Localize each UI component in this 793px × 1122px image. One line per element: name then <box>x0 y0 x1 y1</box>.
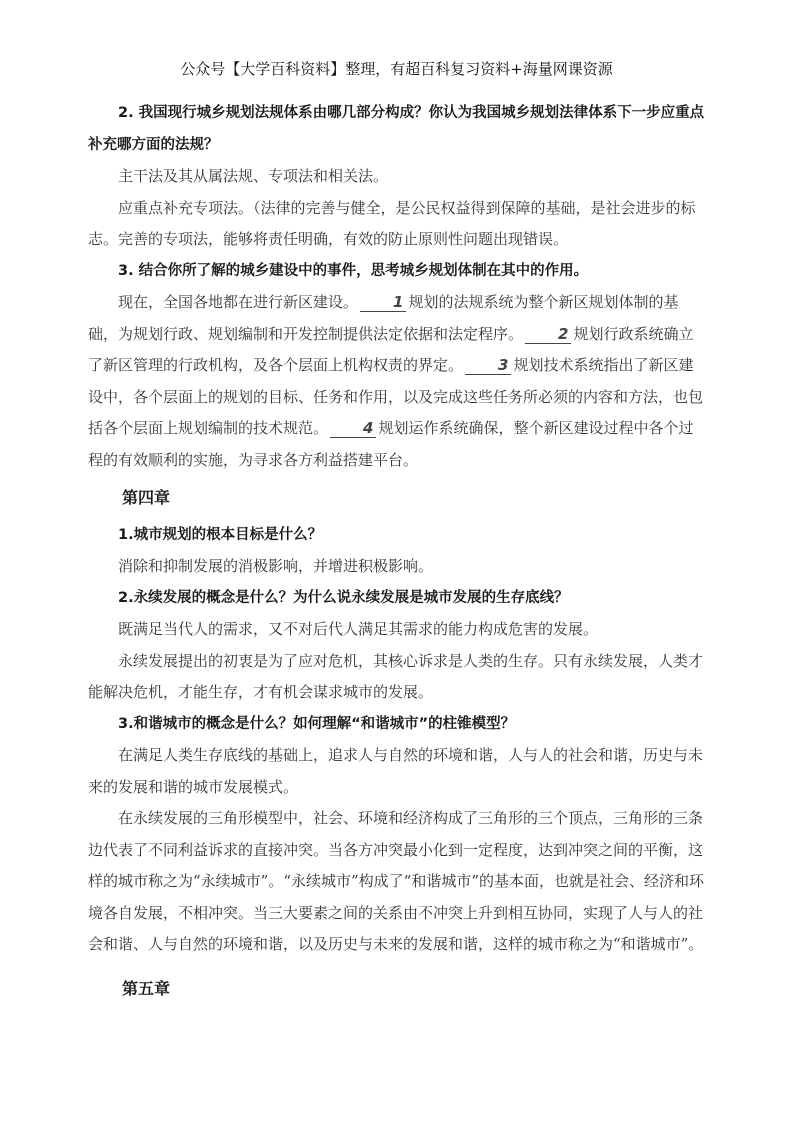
answer-3-point-1: 规划的法规系统为整个新区规划体制的基础，为规划行政、规划编制和开发控制提供法定依据和法定程序。 <box>88 293 679 343</box>
chapter-4-question-2: 2.永续发展的概念是什么？为什么说永续发展是城市发展的生存底线？ <box>118 589 569 606</box>
chapter-4-answer-2-part-2: 永续发展提出的初衷是为了应对危机，其核心诉求是人类的生存。只有永续发展，人类才能解决危机，才能生存，才有机会谋求城市的发展。 <box>88 651 704 701</box>
list-number-4: 4 <box>330 419 376 438</box>
list-number-3: 3 <box>465 356 511 375</box>
answer-3-point-2: 规划行政系统确立了新区管理的行政机构，及各个层面上机构权责的界定。 <box>88 324 694 374</box>
page-header: 公众号【大学百科资料】整理，有超百科复习资料+海量网课资源 <box>180 60 613 78</box>
question-2: 2. 我国现行城乡规划法规体系由哪几部分构成？你认为我国城乡规划法律体系下一步应重点补充哪方面的法规？ <box>88 105 705 153</box>
chapter-4-answer-2-part-1: 既满足当代人的需求，又不对后代人满足其需求的能力构成危害的发展。 <box>118 620 599 638</box>
list-number-2: 2 <box>525 325 571 344</box>
answer-2-part-1: 主干法及其从属法规、专项法和相关法。 <box>118 167 389 185</box>
chapter-5-heading: 第五章 <box>122 978 171 998</box>
answer-2-part-2: 应重点补充专项法。（法律的完善与健全，是公民权益得到保障的基础，是社会进步的标志。完善的专项法，能够将责任明确，有效的防止原则性问题出现错误。 <box>88 198 696 248</box>
chapter-4-question-3: 3.和谐城市的概念是什么？如何理解“和谐城市”的柱锥模型？ <box>118 715 516 732</box>
chapter-4-question-1: 1.城市规划的根本目标是什么？ <box>118 526 323 543</box>
answer-3-point-3: 规划技术系统指出了新区建设中，各个层面上的规划的目标、任务和作用，以及完成这些任务所必须的内容和方法，也包括各个层面上规划编制的技术规范。 <box>88 356 704 437</box>
answer-3 <box>88 287 708 476</box>
page-content <box>88 98 708 1004</box>
answer-3-point-4: 规划运作系统确保，整个新区建设过程中各个过程的有效顺利的实施，为寻求各方利益搭建平台。 <box>88 419 694 469</box>
chapter-4-answer-1: 消除和抑制发展的消极影响，并增进积极影响。 <box>118 557 434 575</box>
chapter-4-answer-3-part-2: 在永续发展的三角形模型中，社会、环境和经济构成了三角形的三个顶点，三角形的三条边代表了不同利益诉求的直接冲突。当各方冲突最小化到一定程度，达到冲突之间的平衡，这样的城市称之为“永续城市”。“永续城市”构成了“和谐城市”的基本面，也就是社会、经济和环境各自发展，不相冲突。当三大要素之间的关系由不冲突上升到相互协同，实现了人与人的社会和谐、人与自然的环境和谐，以及历史与未来的发展和谐，这样的城市称之为“和谐城市”。 <box>88 809 705 953</box>
list-number-1: 1 <box>360 293 406 312</box>
chapter-4-heading: 第四章 <box>122 488 171 507</box>
question-3: 3. 结合你所了解的城乡建设中的事件，思考城乡规划体制在其中的作用。 <box>118 262 589 279</box>
answer-3-intro: 现在，全国各地都在进行新区建设。 <box>118 293 359 311</box>
chapter-4-answer-3-part-1: 在满足人类生存底线的基础上，追求人与自然的环境和谐，人与人的社会和谐，历史与未来的发展和谐的城市发展模式。 <box>88 746 704 796</box>
